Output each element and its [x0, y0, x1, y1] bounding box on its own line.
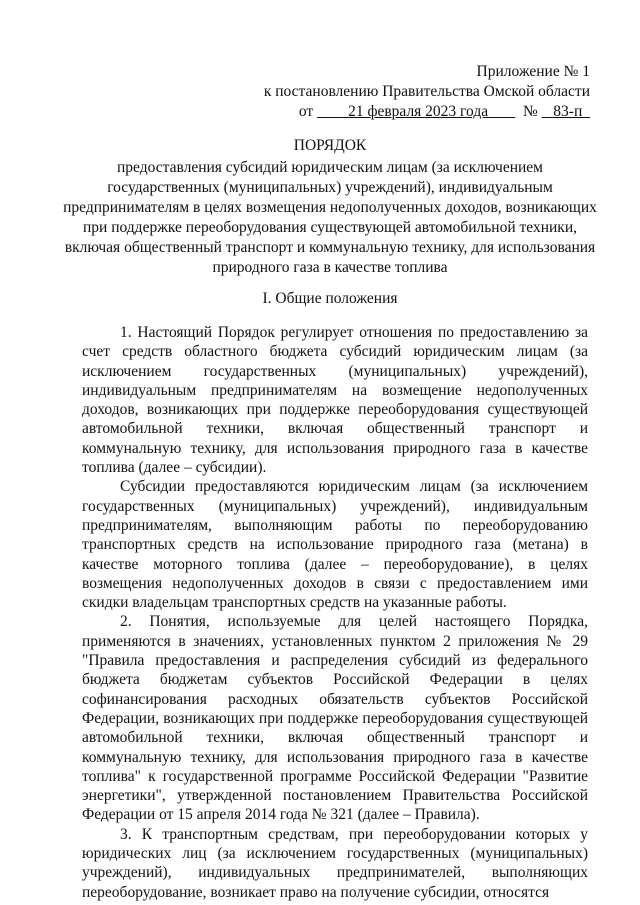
document-title	[60, 136, 600, 278]
number-label: №	[522, 103, 538, 120]
annex-resolution: к постановлению Правительства Омской области	[263, 83, 590, 100]
document-body	[82, 323, 588, 902]
from-label: от	[298, 103, 314, 120]
resolution-number: 83-п	[553, 103, 583, 120]
resolution-date: 21 февраля 2023 года	[348, 103, 489, 120]
paragraph: 3. К транспортным средствам, при переоборудовании которых у юридических лиц (за исключением государственных (муниципальных) учреждений), индивидуальных предпринимателей, выполняющих переоборудование, возникает право на получение субсидии, относятся	[82, 825, 588, 901]
paragraph: 2. Понятия, используемые для целей настоящего Порядка, применяются в значениях, установленных пунктом 2 приложения № 29 "Правила предоставления и распределения субсидий из федерального бюджета бюджетам субъектов Российской Федерации в целях софинансирования расходных обязательств субъектов Российской Федерации, возникающих при поддержке переоборудования существующей автомобильной техники, включая общественный транспорт и коммунальную технику, для использования природного газа в качестве топлива" к государственной программе Российской Федерации "Развитие энергетики", утвержденной постановлением Правительства Российской Федерации от 15 апреля 2014 года № 321 (далее – Правила).	[82, 613, 588, 824]
annex-title: Приложение № 1	[476, 63, 590, 80]
paragraph: 1. Настоящий Порядок регулирует отношения по предоставлению за счет средств областного бюджета субсидий юридическим лицам (за исключением государственных (муниципальных) учреждений), индивидуальным предпринимателям на возмещение недополученных доходов, возникающих при поддержке переоборудования существующей автомобильной техники, включая общественный транспорт и коммунальную технику, для использования природного газа в качестве топлива (далее – субсидии).	[82, 324, 588, 477]
title-subtitle: предоставления субсидий юридическим лицам (за исключением государственных (муниципальных) учреждений), индивидуальным предпринимателям в целях возмещения недополученных доходов, возникающих при поддержке переоборудования существующей автомобильной техники, включая общественный транспорт и коммунальную технику, для использования природного газа в качестве топлива	[63, 159, 597, 276]
paragraph: Субсидии предоставляются юридическим лицам (за исключением государственных (муниципальных) учреждений), индивидуальным предпринимателям, выполняющим работы по переоборудованию транспортных средств на использование природного газа (метана) в качестве моторного топлива (далее – переоборудование), в целях возмещения недополученных доходов в связи с предоставлением ими скидки владельцам транспортных средств на указанные работы.	[82, 478, 588, 612]
title-heading: ПОРЯДОК	[293, 137, 367, 154]
section-heading: I. Общие положения	[262, 290, 398, 307]
annex-date-line	[264, 102, 590, 122]
annex-block	[264, 62, 590, 122]
